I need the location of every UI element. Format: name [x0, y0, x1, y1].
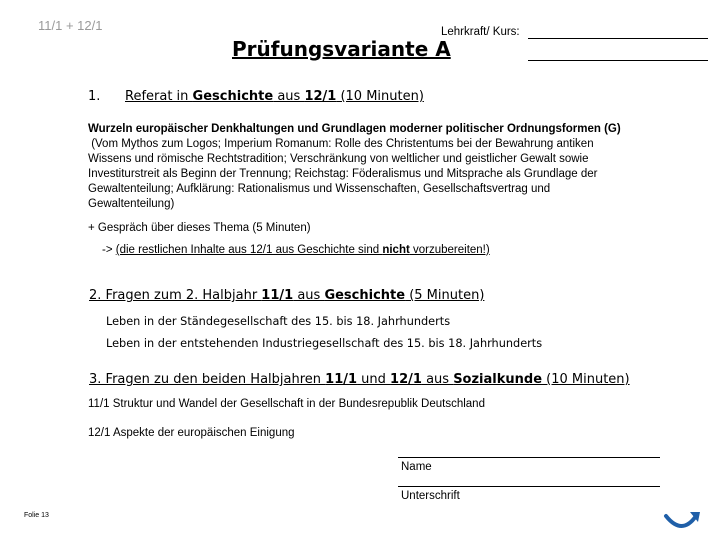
- topic-line: Investiturstreit als Beginn der Trennung; Reichstag: Föderalismus und Mitsprache als Grundlage der: [88, 168, 598, 180]
- section2-item: Leben in der entstehenden Industriegesellschaft des 15. bis 18. Jahrhunderts: [106, 337, 543, 350]
- section3-heading: 3. Fragen zu den beiden Halbjahren 11/1 und 12/1 aus Sozialkunde (10 Minuten): [89, 372, 630, 387]
- teacher-line-2: [528, 60, 708, 61]
- page-title: Prüfungsvariante A: [232, 37, 451, 61]
- name-label: Name: [401, 461, 432, 473]
- signature-line: [398, 486, 660, 487]
- return-arrow-icon[interactable]: [662, 506, 702, 532]
- topic-line: (Vom Mythos zum Logos; Imperium Romanum: Rolle des Christentums bei der Bewahrung antiken: [88, 138, 594, 150]
- preparation-note: -> (die restlichen Inhalte aus 12/1 aus Geschichte sind nicht vorzubereiten!): [102, 244, 490, 256]
- topic-line: Gewaltenteilung): [88, 198, 175, 210]
- topic-line: Gewaltenteilung; Aufklärung: Rationalismus und Wissenschaften, Gesellschaftsvertrag und: [88, 183, 551, 195]
- section3-item: 11/1 Struktur und Wandel der Gesellschaft in der Bundesrepublik Deutschland: [88, 398, 485, 410]
- section3-item: 12/1 Aspekte der europäischen Einigung: [88, 427, 295, 439]
- discussion-note: + Gespräch über dieses Thema (5 Minuten): [88, 222, 311, 234]
- topic-title: Wurzeln europäischer Denkhaltungen und Grundlagen moderner politischer Ordnungsformen (G): [88, 123, 621, 135]
- topic-line: Wissens und römische Rechtstradition; Verschränkung von weltlicher und geistlicher Gewalt sowie: [88, 153, 589, 165]
- section1-heading: Referat in Geschichte aus 12/1 (10 Minuten): [125, 89, 424, 104]
- section1-number: 1.: [88, 89, 101, 104]
- name-line: [398, 457, 660, 458]
- topic-description: [88, 137, 688, 212]
- signature-label: Unterschrift: [401, 490, 460, 502]
- teacher-label: Lehrkraft/ Kurs:: [441, 26, 520, 38]
- slide-number: Folie 13: [24, 512, 49, 519]
- section2-heading: 2. Fragen zum 2. Halbjahr 11/1 aus Geschichte (5 Minuten): [89, 288, 485, 303]
- teacher-line-1: [528, 38, 708, 39]
- section2-item: Leben in der Ständegesellschaft des 15. bis 18. Jahrhunderts: [106, 315, 451, 328]
- course-label: 11/1 + 12/1: [38, 18, 103, 33]
